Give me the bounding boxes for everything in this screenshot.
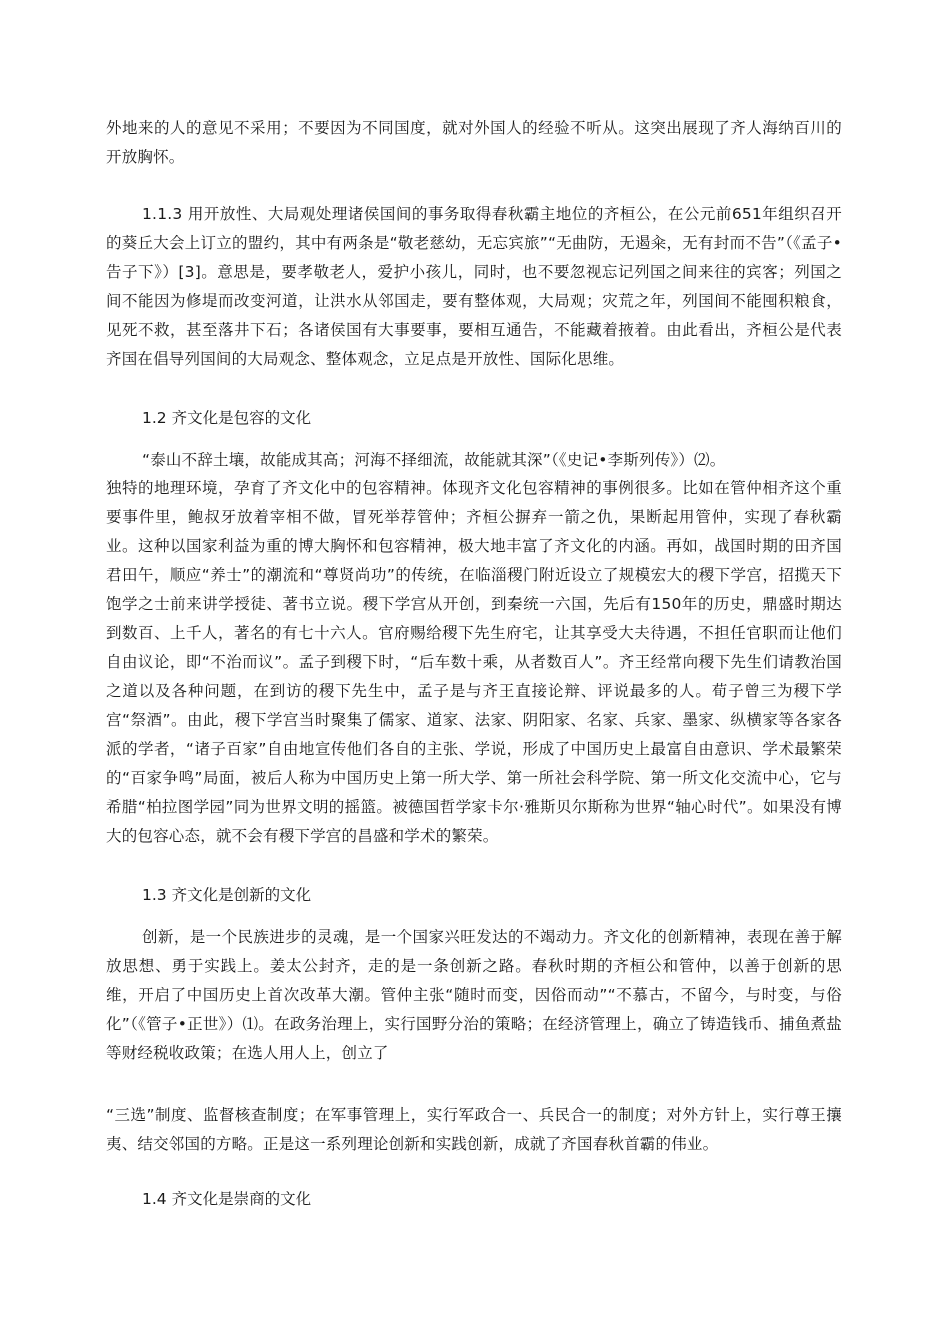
paragraph-innovation: 创新，是一个民族进步的灵魂，是一个国家兴旺发达的不竭动力。齐文化的创新精神，表现在善于解放思想、勇于实践上。姜太公封齐，走的是一条创新之路。春秋时期的齐桓公和管仲，以善于创新的思维，开启了中国历史上首次改革大潮。管仲主张“随时而变，因俗而动”“不慕古，不留今，与时变，与俗化”（《管子•正世》）⑴。在政务治理上，实行国野分治的策略；在经济管理上，确立了铸造钱币、捕鱼煮盐等财经税收政策；在选人用人上，创立了 — [106, 928, 842, 1062]
paragraph-inclusiveness: 独特的地理环境，孕育了齐文化中的包容精神。体现齐文化包容精神的事例很多。比如在管仲相齐这个重要事件里，鲍叔牙放着宰相不做，冒死举荐管仲；齐桓公摒弃一箭之仇，果断起用管仲，实现了春秋霸业。这种以国家利益为重的博大胸怀和包容精神，极大地丰富了齐文化的内涵。再如，战国时期的田齐国君田午，顺应“养士”的潮流和“尊贤尚功”的传统，在临淄稷门附近设立了规模宏大的稷下学宫，招揽天下饱学之士前来讲学授徒、著书立说。稷下学宫从开创，到秦统一六国，先后有150年的历史，鼎盛时期达到数百、上千人，著名的有七十六人。官府赐给稷下先生府宅，让其享受大夫待遇，不担任官职而让他们自由议论，即“不治而议”。孟子到稷下时，“后车数十乘，从者数百人”。齐王经常向稷下先生们请教治国之道以及各种问题，在到访的稷下先生中，孟子是与齐王直接论辩、评说最多的人。荀子曾三为稷下学宫“祭酒”。由此，稷下学宫当时聚集了儒家、道家、法家、阴阳家、名家、兵家、墨家、纵横家等各家各派的学者，“诸子百家”自由地宣传他们各自的主张、学说，形成了中国历史上最富自由意识、学术最繁荣的“百家争鸣”局面，被后人称为中国历史上第一所大学、第一所社会科学院、第一所文化交流中心，它与希腊“柏拉图学园”同为世界文明的摇篮。被德国哲学家卡尔·雅斯贝尔斯称为世界“轴心时代”。如果没有博大的包容心态，就不会有稷下学宫的昌盛和学术的繁荣。 — [106, 479, 842, 845]
section-heading-1-3: 1.3 齐文化是创新的文化 — [142, 886, 312, 904]
paragraph-open-mindedness-end: 外地来的人的意见不采用；不要因为不同国度，就对外国人的经验不听从。这突出展现了齐人海纳百川的开放胸怀。 — [106, 119, 842, 166]
paragraph-innovation-continued: “三选”制度、监督核查制度；在军事管理上，实行军政合一、兵民合一的制度；对外方针上，实行尊王攘夷、结交邻国的方略。正是这一系列理论创新和实践创新，成就了齐国春秋首霸的伟业。 — [106, 1106, 842, 1153]
paragraph-1-1-3: 1.1.3 用开放性、大局观处理诸侯国间的事务取得春秋霸主地位的齐桓公，在公元前651年组织召开的葵丘大会上订立的盟约，其中有两条是“敬老慈幼，无忘宾旅”“无曲防，无遏籴，无有封而不告”（《孟子•告子下》）[3]。意思是，要孝敬老人，爱护小孩儿，同时，也不要忽视忘记列国之间来往的宾客；列国之间不能因为修堤而改变河道，让洪水从邻国走，要有整体观，大局观；灾荒之年，列国间不能囤积粮食，见死不救，甚至落井下石；各诸侯国有大事要事，要相互通告，不能藏着掖着。由此看出，齐桓公是代表齐国在倡导列国间的大局观念、整体观念，立足点是开放性、国际化思维。 — [106, 205, 842, 368]
section-heading-1-4: 1.4 齐文化是崇商的文化 — [142, 1190, 312, 1208]
section-heading-1-2: 1.2 齐文化是包容的文化 — [142, 409, 312, 427]
quote-shiji: “泰山不辞土壤，故能成其高；河海不择细流，故能就其深”（《史记•李斯列传》）⑵。 — [142, 451, 726, 469]
